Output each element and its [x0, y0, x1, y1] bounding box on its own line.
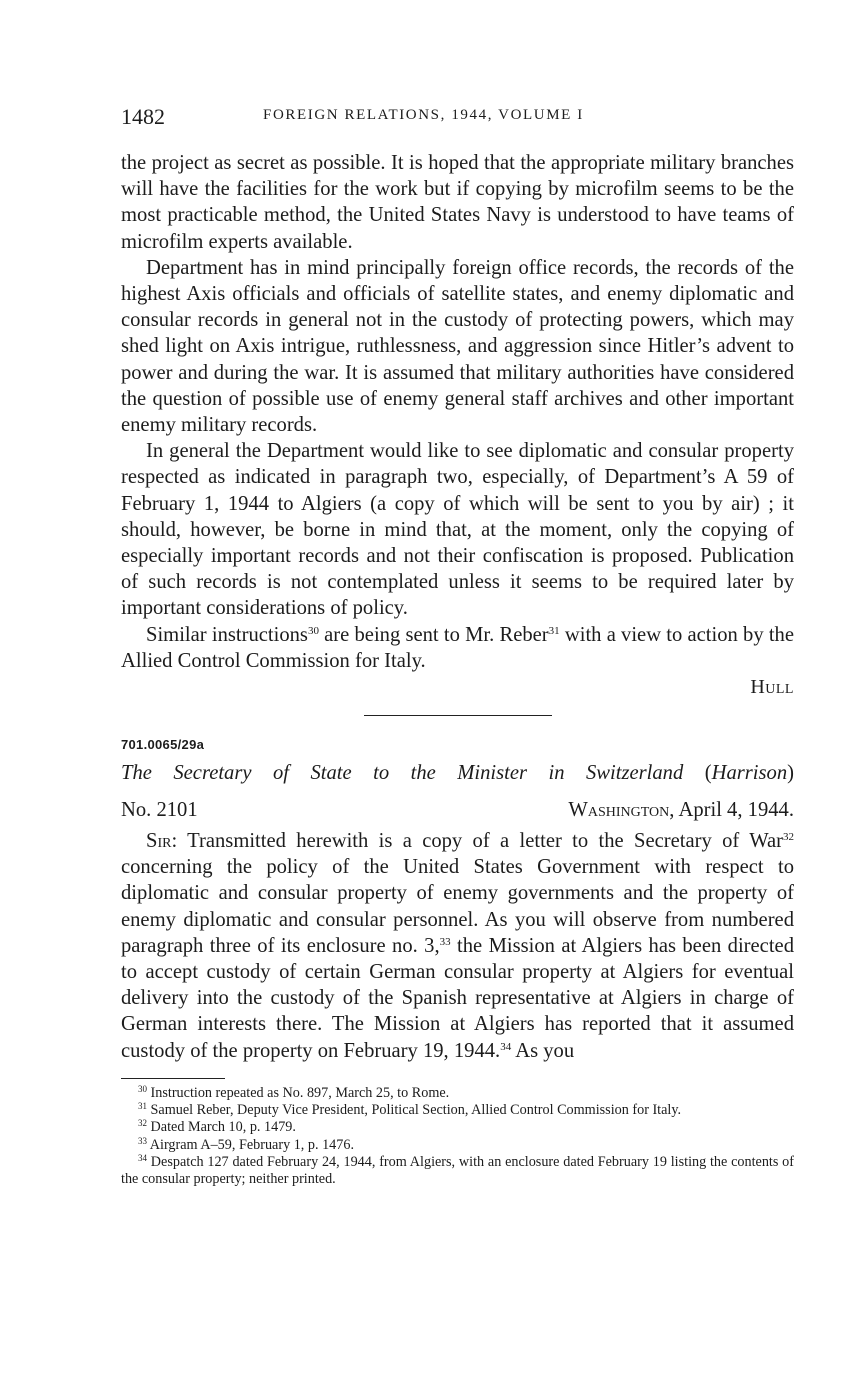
footnotes	[121, 1085, 794, 1188]
footnote-ref-33: 33	[439, 935, 451, 948]
footnote-text: Samuel Reber, Deputy Vice President, Political Section, Allied Control Commission for Italy.	[150, 1102, 682, 1119]
footnote-mark: 34	[138, 1152, 147, 1163]
letter-body-a: : Transmitted herewith is a copy of a letter to the Secretary of War	[171, 830, 783, 853]
footnote-ref-30: 30	[307, 624, 319, 637]
running-title: FOREIGN RELATIONS, 1944, VOLUME I	[263, 107, 584, 123]
footnote-text: Dated March 10, p. 1479.	[150, 1119, 296, 1136]
letter-body	[121, 828, 794, 1064]
footnote-ref-34: 34	[500, 1040, 512, 1053]
running-head	[121, 104, 794, 132]
continuation-paragraph-1: the project as secret as possible. It is hoped that the appropriate military branches will have the facilities for the work but if copying by microfilm seems to be the most practicable method, the United States Navy is understood to have teams of microfilm experts available.	[121, 152, 794, 253]
dateline	[121, 799, 794, 822]
letter-body-b: concerning the policy of the United States Government with respect to diplomatic and consular property of enemy governments and the property of enemy diplomatic and consular personnel. As you will observe from numbered paragraph three of its enclosure no. 3,	[121, 856, 794, 957]
continuation-paragraph-4	[121, 622, 794, 674]
place-date	[568, 799, 794, 822]
page	[121, 104, 794, 1188]
footnote	[121, 1102, 794, 1119]
footnote-mark: 32	[138, 1118, 147, 1129]
salutation: Sir	[146, 830, 172, 853]
footnote	[121, 1154, 794, 1188]
letter-body-d: As you	[511, 1039, 575, 1062]
title-paren-open: (	[683, 762, 712, 785]
footnote-mark: 33	[138, 1135, 147, 1146]
footnote-text: Airgram A–59, February 1, p. 1476.	[149, 1136, 355, 1153]
continuation-paragraph-3: In general the Department would like to see diplomatic and consular property respected as indicated in paragraph two, especially, of Department’s A 59 of February 1, 1944 to Algiers (a copy of which will be sent to you by air) ; it should, however, be borne in mind that, at the moment, only the copying of especially important records and not their confiscation is proposed. Publication of such records is not contemplated unless it seems to be required later by important considerations of policy.	[121, 440, 794, 620]
paragraph-4-text-c: with a view to action by the Allied Control Commission for Italy.	[121, 623, 794, 672]
footnote-mark: 31	[138, 1101, 147, 1112]
footnote	[121, 1085, 794, 1102]
footnote	[121, 1119, 794, 1136]
document-number: No. 2101	[121, 799, 198, 822]
date: , April 4, 1944.	[669, 799, 794, 822]
continuation-paragraph-2: Department has in mind principally foreign office records, the records of the highest Axis officials and officials of satellite states, and enemy diplomatic and consular records in general not in the custody of protecting powers, which may shed light on Axis intrigue, ruthlessness, and aggression since Hitler’s advent to power and during the war. It is assumed that military authorities have considered the question of possible use of enemy general staff archives and other important enemy military records.	[121, 256, 794, 437]
footnote-ref-31: 31	[548, 624, 560, 637]
title-text: The Secretary of State to the Minister in Switzerland	[121, 762, 684, 785]
signature: Hull	[750, 676, 794, 699]
paragraph-4-text-b: are being sent to Mr. Reber	[318, 623, 549, 646]
footnote	[121, 1137, 794, 1154]
footnote-mark: 30	[138, 1083, 147, 1094]
paragraph-4-text-a: Similar instructions	[146, 623, 308, 646]
footnote-rule	[121, 1078, 225, 1079]
footnote-text: Despatch 127 dated February 24, 1944, from Algiers, with an enclosure dated February 19 listing the contents of the consular property; neither printed.	[121, 1153, 795, 1187]
footnote-text: Instruction repeated as No. 897, March 25, to Rome.	[150, 1084, 450, 1101]
letter-body-c: the Mission at Algiers has been directed to accept custody of certain German consular property at Algiers for eventual delivery into the custody of the Spanish representative at Algiers in charge of German interests there. The Mission at Algiers has reported that it assumed custody of the property on February 19, 1944.	[121, 934, 794, 1062]
footnote-ref-32: 32	[783, 831, 794, 844]
place: Washington	[568, 799, 670, 822]
file-number: 701.0065/29a	[121, 737, 205, 753]
title-name: Harrison	[711, 762, 788, 785]
page-number: 1482	[121, 104, 165, 129]
document-title	[121, 762, 794, 785]
title-paren-close: )	[787, 762, 794, 785]
section-divider	[364, 715, 552, 716]
